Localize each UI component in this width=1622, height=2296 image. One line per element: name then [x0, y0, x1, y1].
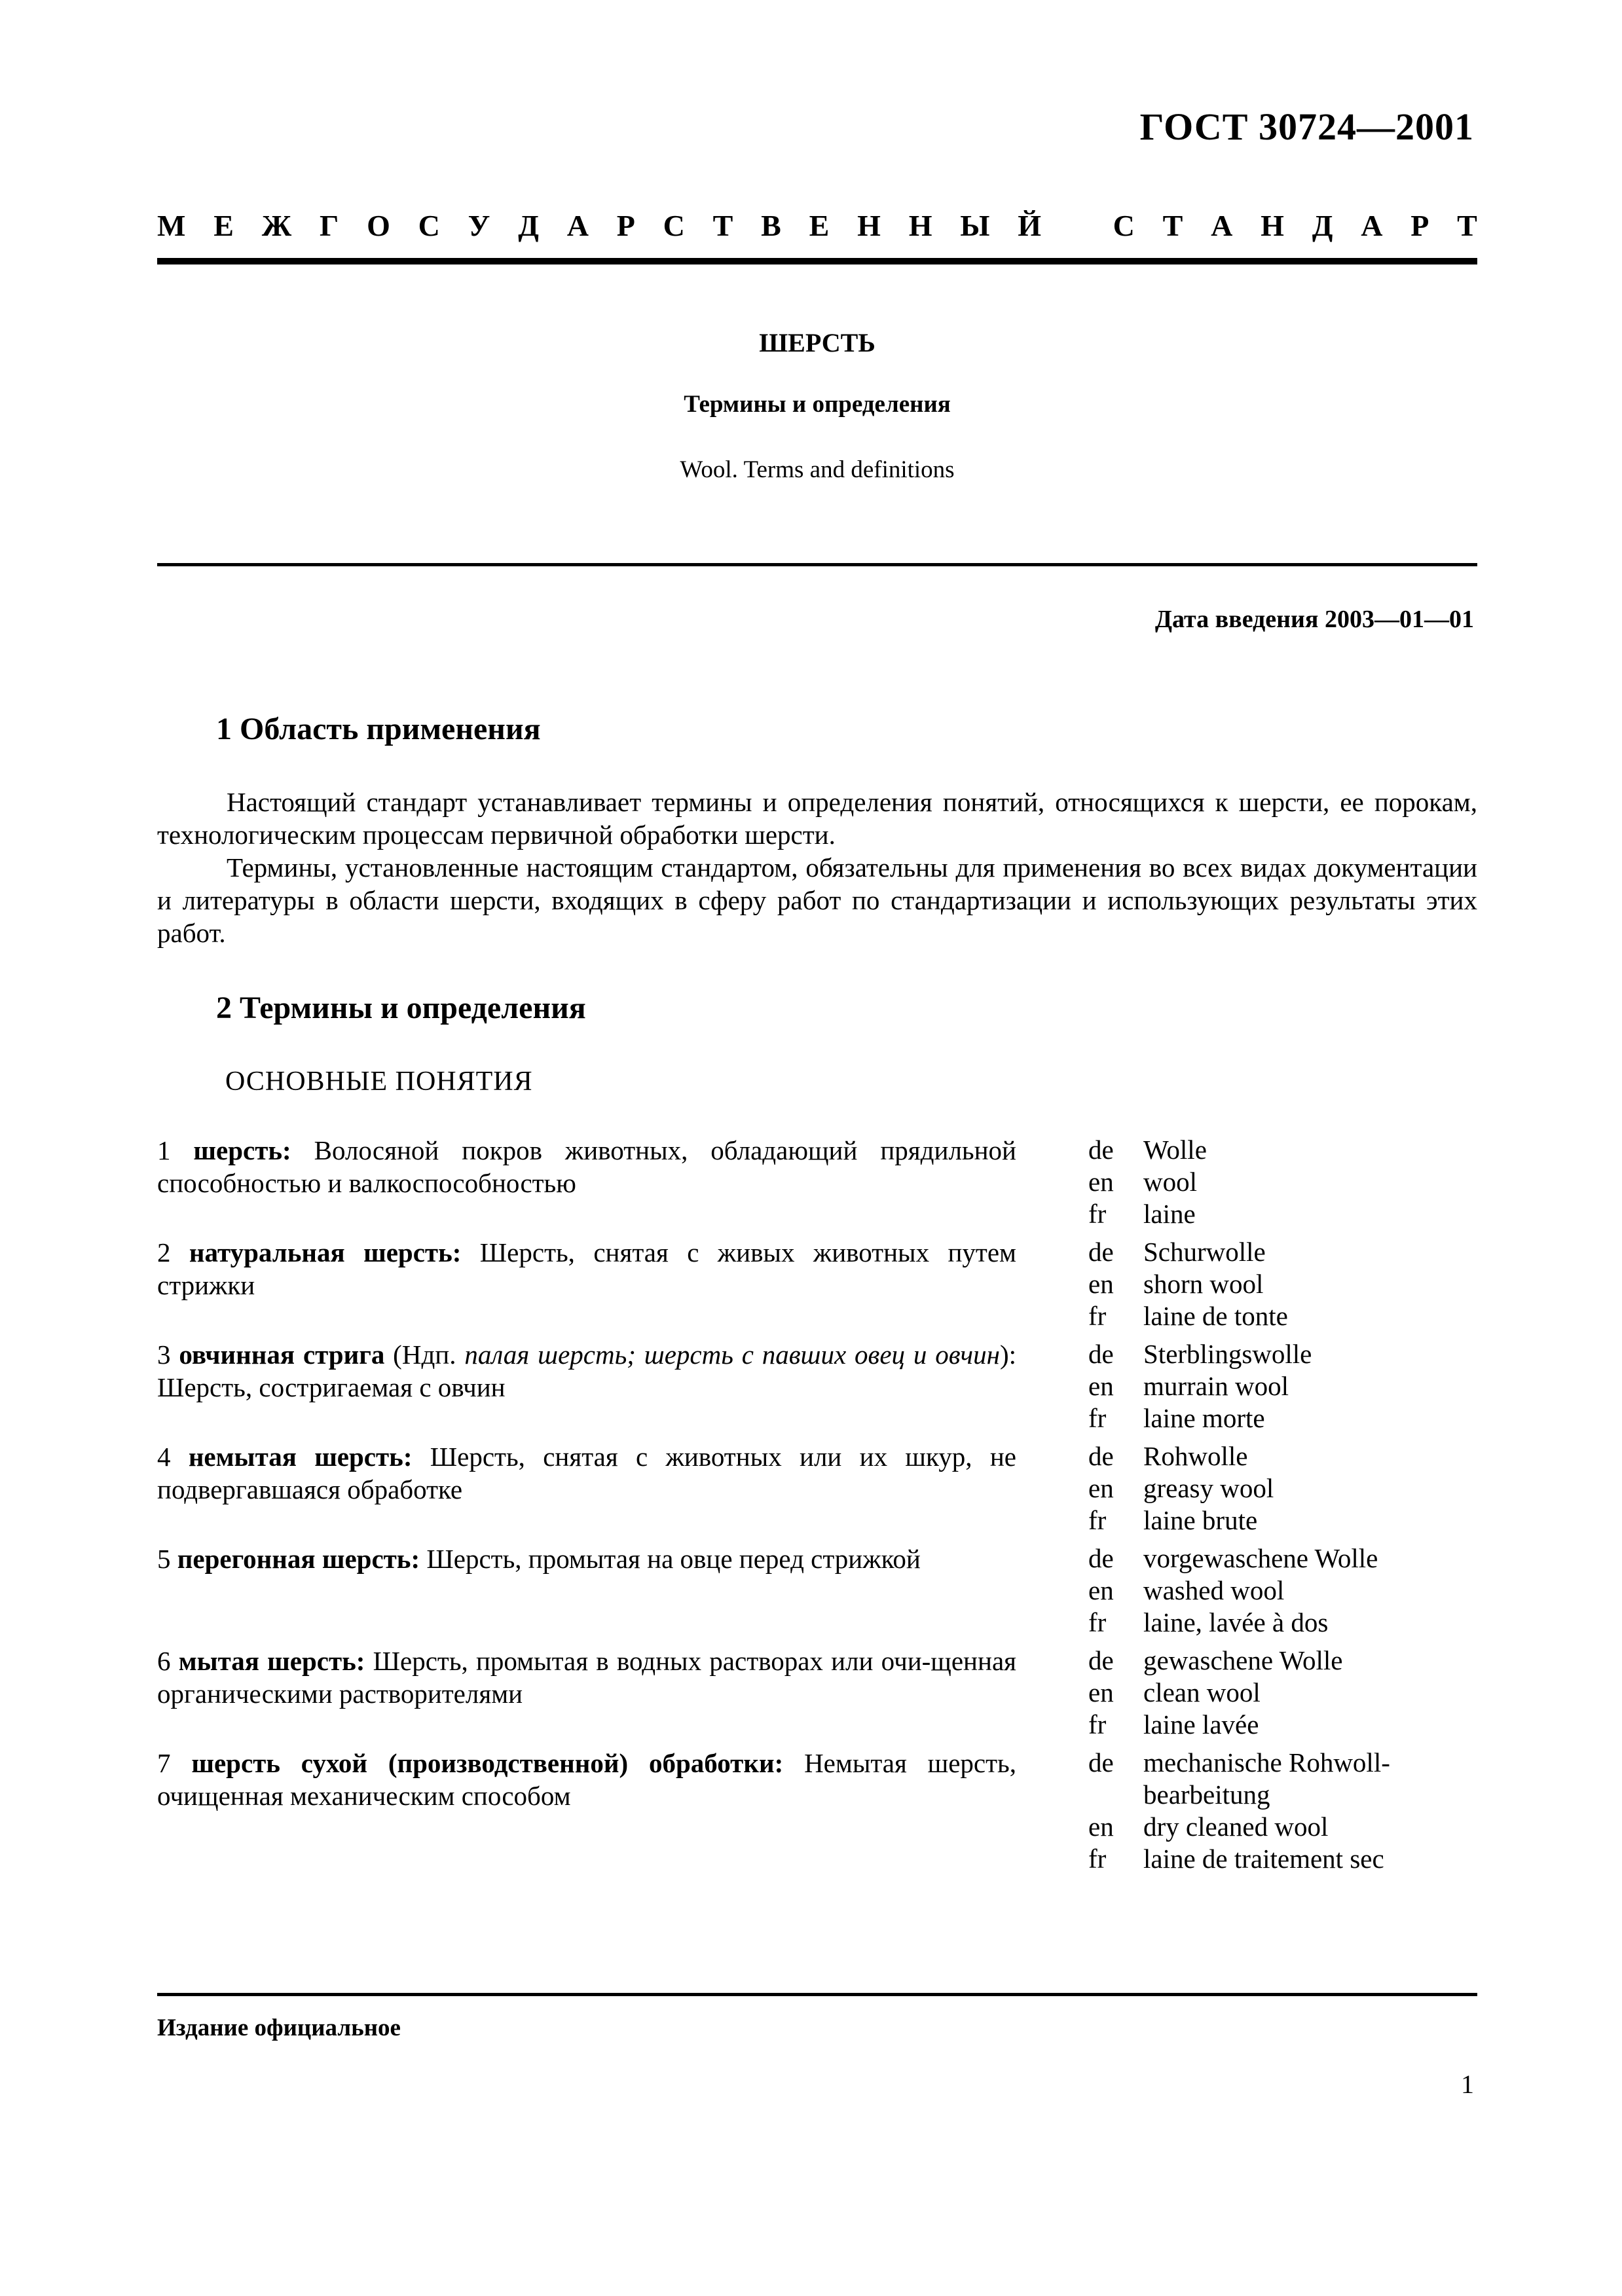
term-definition	[157, 1542, 1016, 1575]
equivalent-term: murrain wool	[1143, 1371, 1289, 1401]
equivalent-de	[1088, 1542, 1481, 1575]
term-name: натуральная шерсть:	[189, 1237, 462, 1267]
term-definition	[157, 1338, 1016, 1404]
term-entry	[157, 1747, 1477, 1874]
equivalent-en	[1088, 1677, 1481, 1709]
scope-paragraph-1: Настоящий стандарт устанавливает термины и определения понятий, относящихся к шерсти, ее порокам, технологическим процессам первичной обработки шерсти.	[157, 787, 1477, 850]
term-name: овчинная стрига	[179, 1339, 385, 1370]
language-code: de	[1088, 1543, 1114, 1573]
equivalent-term: shorn wool	[1143, 1269, 1264, 1299]
equivalent-term: laine, lavée à dos	[1143, 1607, 1329, 1637]
language-code: de	[1088, 1135, 1114, 1165]
standard-type-letter	[1069, 208, 1085, 243]
term-entry	[157, 1645, 1477, 1749]
language-code: en	[1088, 1269, 1114, 1299]
term-number: 3	[157, 1339, 171, 1370]
equivalent-term: laine brute	[1143, 1505, 1258, 1535]
standard-type-letter: Т	[1162, 209, 1183, 242]
document-subtitle: Термины и определения	[684, 391, 951, 418]
equivalent-term: greasy wool	[1143, 1473, 1274, 1503]
standard-type-letter: Р	[1410, 209, 1429, 242]
foreign-equivalents	[1088, 1440, 1481, 1537]
standard-type-letter: А	[1361, 209, 1383, 242]
term-space	[171, 1237, 189, 1267]
equivalent-de	[1088, 1440, 1481, 1472]
standard-type-letter: Н	[1261, 209, 1284, 242]
equivalent-term: clean wool	[1143, 1677, 1261, 1707]
equivalent-fr	[1088, 1843, 1481, 1875]
term-deprecated-prefix: (Ндп.	[384, 1339, 465, 1370]
term-entry	[157, 1134, 1477, 1239]
standard-type-letter: Е	[213, 209, 234, 242]
term-name: перегонная шерсть:	[177, 1544, 420, 1574]
equivalent-term: dry cleaned wool	[1143, 1812, 1329, 1842]
document-title: ШЕРСТЬ	[759, 328, 876, 357]
equivalent-fr	[1088, 1607, 1481, 1639]
standard-type-letter: Д	[518, 209, 539, 242]
term-space	[171, 1646, 179, 1676]
equivalent-term: vorgewaschene Wolle	[1143, 1543, 1378, 1573]
equivalent-de	[1088, 1236, 1481, 1268]
standard-type-letter: М	[157, 209, 186, 242]
term-number: 4	[157, 1442, 171, 1472]
document-number: ГОСТ 30724—2001	[1139, 105, 1474, 148]
equivalent-fr	[1088, 1300, 1481, 1332]
foreign-equivalents	[1088, 1338, 1481, 1434]
standard-type-letter: О	[367, 209, 390, 242]
equivalent-term: gewaschene Wolle	[1143, 1645, 1343, 1675]
language-code: de	[1088, 1645, 1114, 1675]
language-code: en	[1088, 1575, 1114, 1605]
standard-type-letter: Й	[1018, 209, 1042, 242]
standard-type-letter: Н	[908, 209, 932, 242]
term-name: шерсть:	[193, 1135, 291, 1165]
term-definition	[157, 1645, 1016, 1710]
language-code: en	[1088, 1167, 1114, 1197]
standard-type-letter: С	[663, 209, 685, 242]
term-entry	[157, 1440, 1477, 1545]
equivalent-fr	[1088, 1504, 1481, 1537]
term-definition-text: : Шерсть, состригаемая с овчин	[157, 1339, 1016, 1402]
equivalent-term: Schurwolle	[1143, 1237, 1266, 1267]
foreign-equivalents	[1088, 1134, 1481, 1230]
standard-type-letter: А	[1211, 209, 1233, 242]
foreign-equivalents	[1088, 1236, 1481, 1332]
term-entry	[157, 1338, 1477, 1443]
standard-type-letter: Т	[1457, 209, 1477, 242]
term-space	[171, 1135, 194, 1165]
term-name: мытая шерсть:	[178, 1646, 365, 1676]
document-english-title: Wool. Terms and definitions	[680, 456, 955, 483]
term-name: немытая шерсть:	[188, 1442, 413, 1472]
header-rule	[157, 258, 1477, 264]
term-deprecated-suffix: )	[999, 1339, 1009, 1370]
term-number: 7	[157, 1748, 171, 1778]
standard-type-letter: Р	[616, 209, 635, 242]
standard-type-letter: Н	[857, 209, 881, 242]
title-rule	[157, 563, 1477, 566]
equivalent-term: Rohwolle	[1143, 1441, 1248, 1471]
term-definition	[157, 1440, 1016, 1506]
equivalent-term: laine lavée	[1143, 1709, 1259, 1740]
official-edition-label: Издание официальное	[157, 2014, 401, 2041]
language-code: de	[1088, 1747, 1114, 1777]
standard-type-letter: Д	[1312, 209, 1333, 242]
language-code: fr	[1088, 1403, 1107, 1433]
foreign-equivalents	[1088, 1747, 1481, 1875]
term-number: 6	[157, 1646, 171, 1676]
term-entry	[157, 1236, 1477, 1341]
term-definition-text: Шерсть, промытая в водных растворах или очи-щенная органическими растворителями	[157, 1646, 1016, 1709]
standard-type-letter: Ы	[960, 209, 990, 242]
equivalent-term: washed wool	[1143, 1575, 1285, 1605]
equivalent-term: laine	[1143, 1199, 1196, 1229]
standard-type-letter: Т	[712, 209, 733, 242]
language-code: en	[1088, 1371, 1114, 1401]
equivalent-en	[1088, 1370, 1481, 1402]
equivalent-en	[1088, 1166, 1481, 1198]
term-definition	[157, 1236, 1016, 1302]
term-space	[171, 1442, 189, 1472]
scope-paragraph-2: Термины, установленные настоящим стандартом, обязательны для применения во всех видах документации и литературы в области шерсти, входящих в сферу работ по стандартизации и использующих результаты этих работ.	[157, 852, 1477, 948]
footer-rule	[157, 1993, 1477, 1996]
standard-type-letter: В	[761, 209, 781, 242]
language-code: en	[1088, 1473, 1114, 1503]
term-space	[171, 1339, 179, 1370]
language-code: de	[1088, 1339, 1114, 1369]
term-space	[171, 1544, 177, 1574]
equivalent-de	[1088, 1338, 1481, 1370]
language-code: de	[1088, 1441, 1114, 1471]
section-heading-terms: 2 Термины и определения	[216, 991, 586, 1025]
term-definition	[157, 1747, 1016, 1812]
language-code: fr	[1088, 1505, 1107, 1535]
language-code: fr	[1088, 1709, 1107, 1740]
basic-concepts-subheading: ОСНОВНЫЕ ПОНЯТИЯ	[225, 1066, 533, 1097]
term-definition-text: Шерсть, снятая с животных или их шкур, не подвергавшаяся обработке	[157, 1442, 1016, 1504]
term-definition-text: Шерсть, снятая с живых животных путем стрижки	[157, 1237, 1016, 1300]
language-code: fr	[1088, 1301, 1107, 1331]
standard-type-letter: А	[566, 209, 589, 242]
term-number: 5	[157, 1544, 171, 1574]
language-code: fr	[1088, 1607, 1107, 1637]
language-code: en	[1088, 1677, 1114, 1707]
standard-type-letter: С	[1113, 209, 1135, 242]
equivalent-fr	[1088, 1402, 1481, 1434]
standard-type-letter: С	[418, 209, 440, 242]
equivalent-de	[1088, 1747, 1481, 1811]
term-number: 2	[157, 1237, 171, 1267]
equivalent-fr	[1088, 1709, 1481, 1741]
equivalent-term: Sterblingswolle	[1143, 1339, 1312, 1369]
equivalent-term: wool	[1143, 1167, 1197, 1197]
standard-type-letter: У	[468, 209, 490, 242]
equivalent-en	[1088, 1268, 1481, 1300]
term-definition-text: Шерсть, промытая на овце перед стрижкой	[420, 1544, 921, 1574]
term-number: 1	[157, 1135, 171, 1165]
term-definition	[157, 1134, 1016, 1199]
term-definition-text: Немытая шерсть, очищенная механическим способом	[157, 1748, 1016, 1811]
equivalent-term: laine de tonte	[1143, 1301, 1288, 1331]
equivalent-en	[1088, 1472, 1481, 1504]
standard-type-letter: Е	[809, 209, 830, 242]
introduction-date: Дата введения 2003—01—01	[1154, 606, 1474, 633]
term-entry	[157, 1542, 1477, 1647]
term-space	[171, 1748, 192, 1778]
term-definition-text: Волосяной покров животных, обладающий прядильной способностью и валкоспособностью	[157, 1135, 1016, 1198]
standard-type-banner	[157, 208, 1477, 243]
equivalent-term: laine de traitement sec	[1143, 1844, 1384, 1874]
language-code: en	[1088, 1812, 1114, 1842]
term-deprecated-synonyms: палая шерсть; шерсть с павших овец и овчин	[464, 1339, 1000, 1370]
standard-type-letter: Ж	[261, 209, 292, 242]
equivalent-en	[1088, 1811, 1481, 1843]
equivalent-en	[1088, 1575, 1481, 1607]
equivalent-de	[1088, 1645, 1481, 1677]
page-number: 1	[1461, 2069, 1474, 2099]
equivalent-term: mechanische Rohwoll-bearbeitung	[1143, 1747, 1390, 1810]
equivalent-term: laine morte	[1143, 1403, 1265, 1433]
term-name: шерсть сухой (производственной) обработки:	[191, 1748, 784, 1778]
language-code: fr	[1088, 1199, 1107, 1229]
section-heading-scope: 1 Область применения	[216, 712, 541, 746]
equivalent-de	[1088, 1134, 1481, 1166]
foreign-equivalents	[1088, 1542, 1481, 1639]
standard-type-letter: Г	[319, 209, 339, 242]
equivalent-term: Wolle	[1143, 1135, 1207, 1165]
language-code: de	[1088, 1237, 1114, 1267]
language-code: fr	[1088, 1844, 1107, 1874]
equivalent-fr	[1088, 1198, 1481, 1230]
foreign-equivalents	[1088, 1645, 1481, 1741]
